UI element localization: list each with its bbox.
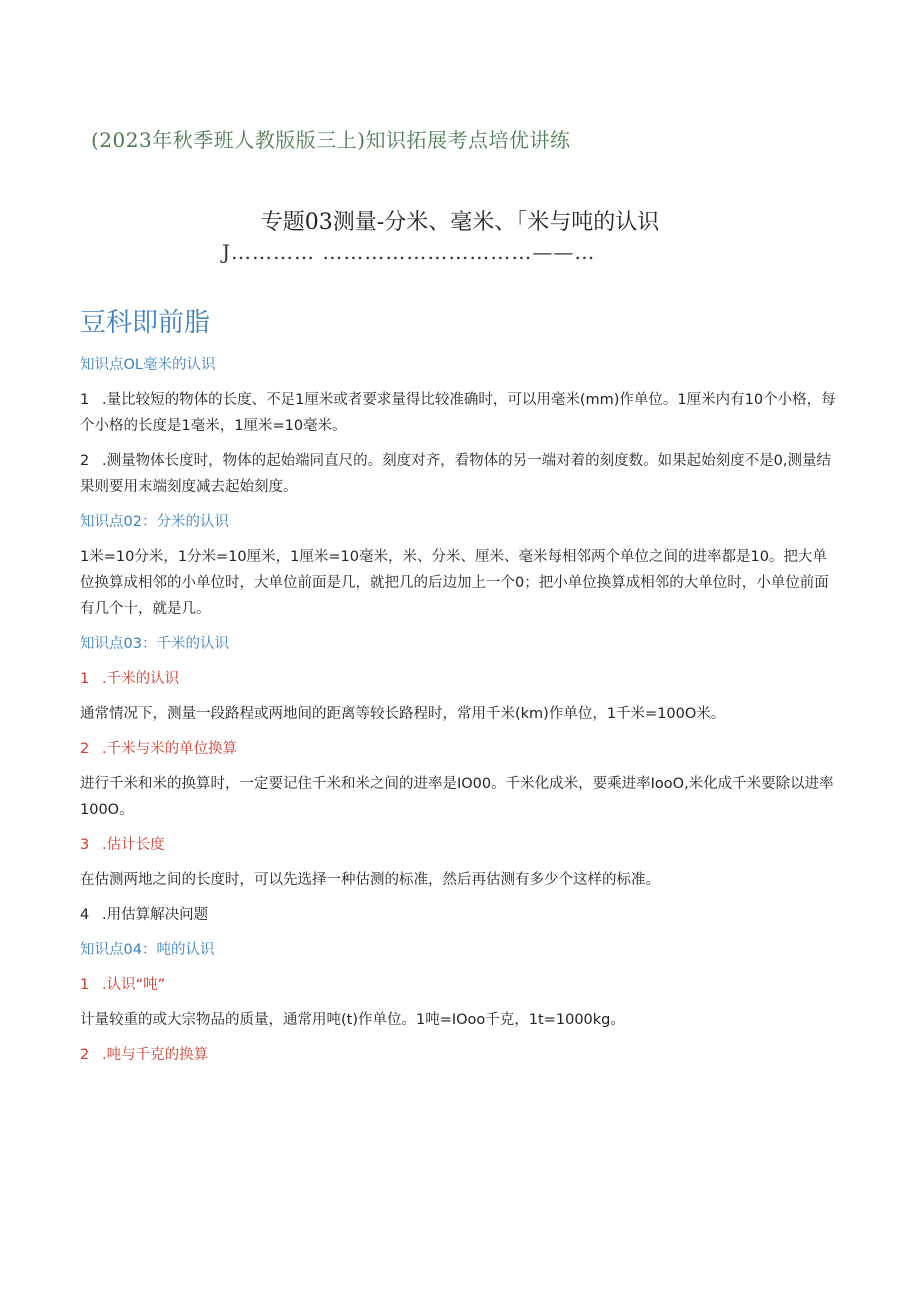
- item-number: 3: [80, 837, 90, 853]
- kp4-subheading-2: [80, 1042, 840, 1068]
- content-body: [80, 350, 840, 1077]
- item-text: .测量物体长度时，物体的起始端同直尺的。刻度对齐，看物体的另一端对着的刻度数。如果起始刻度不是0,测量结果则要用末端刻度减去起始刻度。: [80, 453, 831, 495]
- topic-title: 专题03测量-分米、毫米、「米与吨的认识: [260, 210, 660, 235]
- kp4-paragraph-1: 计量较重的或大宗物品的质量，通常用吨(t)作单位。1吨=IOoo千克，1t=1000kg。: [80, 1012, 625, 1028]
- kp4-subheading-1: [80, 972, 840, 998]
- title-dotted-line: J………… …………………………——…: [222, 240, 596, 264]
- subheading-text: .吨与千克的换算: [102, 1047, 209, 1063]
- knowledge-point-1-title: 知识点OL毫米的认识: [80, 357, 216, 373]
- subheading-text: .认识“吨”: [102, 977, 166, 993]
- kp1-item-1: [80, 387, 840, 439]
- kp3-subheading-1: [80, 666, 840, 692]
- knowledge-point-2-title: 知识点02：分米的认识: [80, 514, 229, 530]
- kp1-item-2: [80, 448, 840, 500]
- kp3-subheading-4: [80, 902, 840, 928]
- subheading-text: .估计长度: [102, 837, 165, 853]
- subheading-text: .千米的认识: [102, 671, 180, 687]
- item-number: 2: [80, 453, 90, 469]
- item-number: 2: [80, 741, 90, 757]
- item-number: 1: [80, 671, 90, 687]
- subheading-text: .用估算解决问题: [102, 907, 209, 923]
- kp3-paragraph-1: 通常情况下，测量一段路程或两地间的距离等较长路程时，常用千米(km)作单位，1千米=100O米。: [80, 706, 726, 722]
- kp3-paragraph-2: 进行千米和米的换算时，一定要记住千米和米之间的进率是IO00。千米化成米，要乘进率IooO,米化成千米要除以进率100O。: [80, 776, 834, 818]
- kp2-paragraph: 1米=10分米，1分米=10厘米，1厘米=10毫米，米、分米、厘米、毫米每相邻两个单位之间的进率都是10。把大单位换算成相邻的小单位时，大单位前面是几，就把几的后边加上一个0；把小单位换算成相邻的大单位时，小单位前面有几个十，就是几。: [80, 549, 829, 617]
- item-number: 1: [80, 977, 90, 993]
- knowledge-point-4-title: 知识点04：吨的认识: [80, 942, 215, 958]
- series-header: (2023年秋季班人教版版三上)知识拓展考点培优讲练: [91, 128, 571, 152]
- item-number: 1: [80, 392, 90, 408]
- section-heading: 豆科即前脂: [80, 308, 211, 338]
- kp3-subheading-3: [80, 832, 840, 858]
- knowledge-point-3-title: 知识点03：千米的认识: [80, 636, 229, 652]
- subheading-text: .千米与米的单位换算: [102, 741, 238, 757]
- kp3-subheading-2: [80, 736, 840, 762]
- item-number: 2: [80, 1047, 90, 1063]
- item-number: 4: [80, 907, 90, 923]
- item-text: .量比较短的物体的长度、不足1厘米或者要求量得比较准确时，可以用毫米(mm)作单位。1厘米内有10个小格，每个小格的长度是1毫米，1厘米=10毫米。: [80, 392, 836, 434]
- kp3-paragraph-3: 在估测两地之间的长度时，可以先选择一种估测的标准，然后再估测有多少个这样的标准。: [80, 872, 660, 888]
